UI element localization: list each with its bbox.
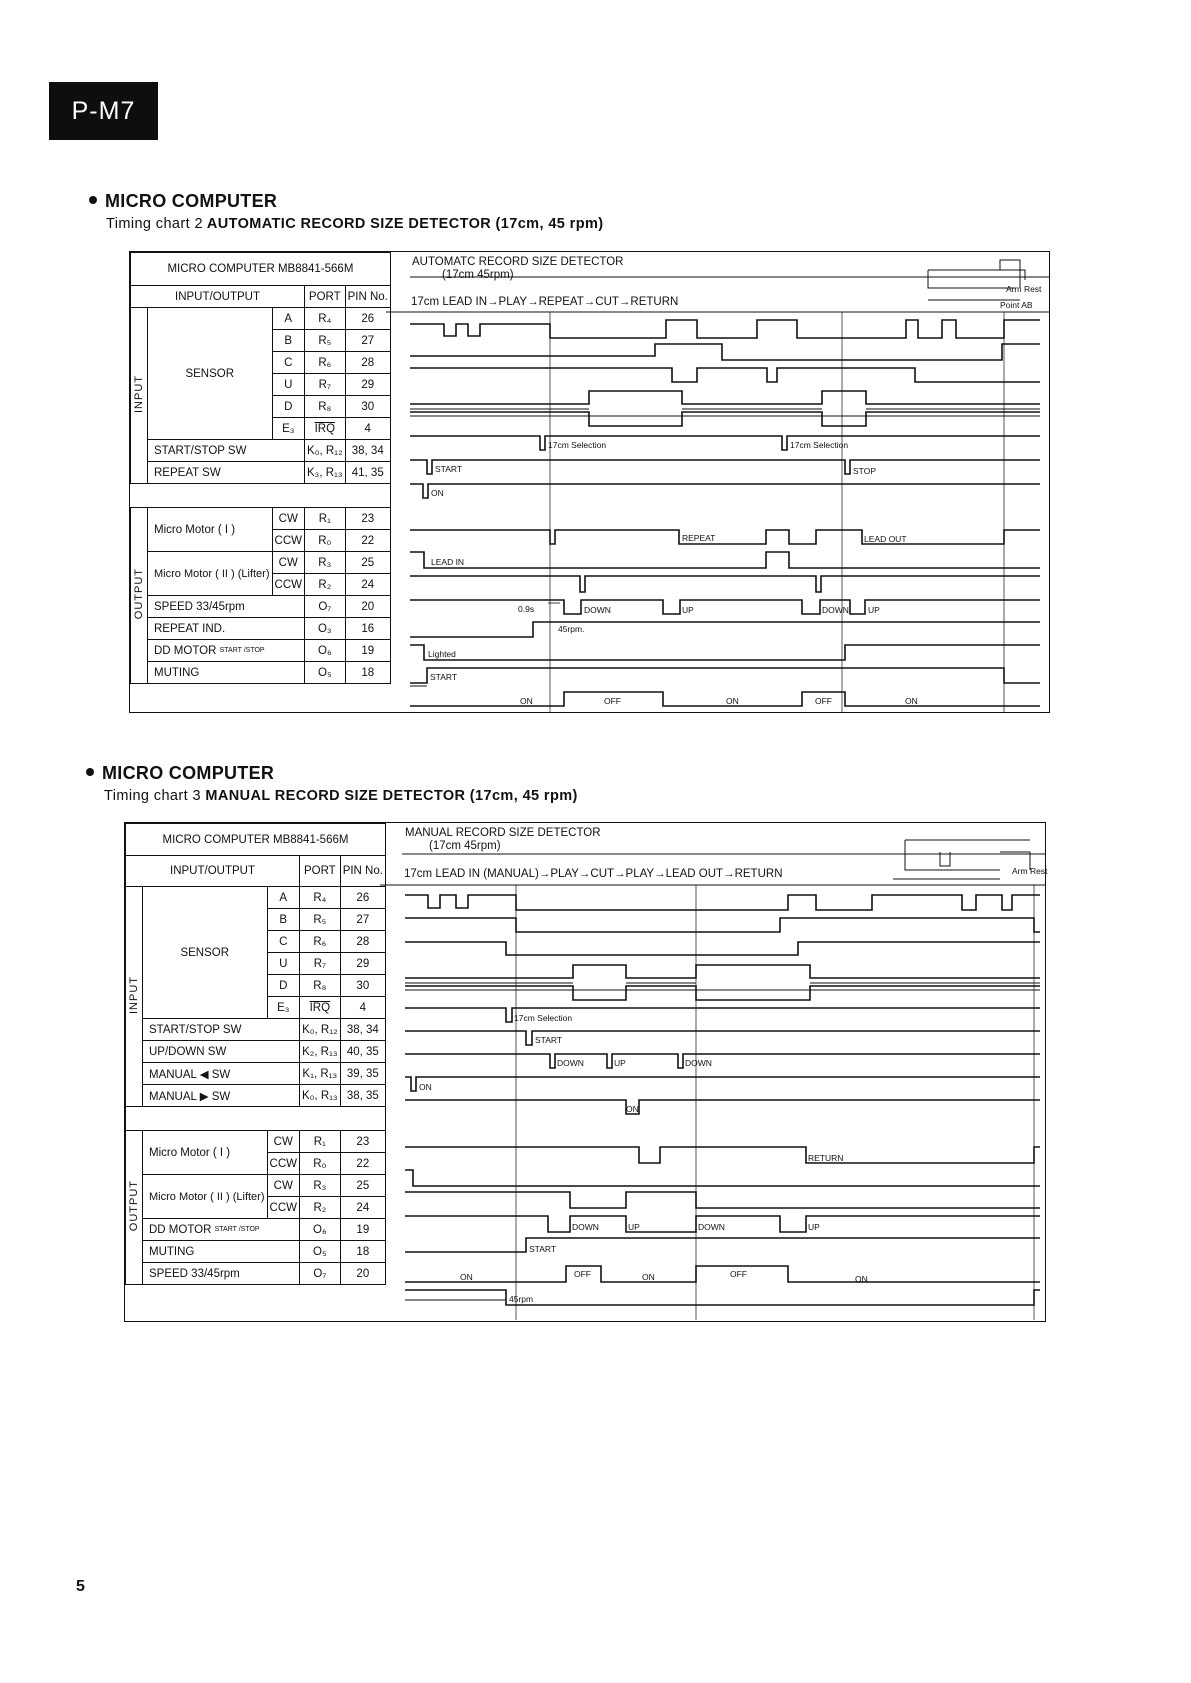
svg-text:17cm Selection: 17cm Selection	[790, 440, 849, 450]
svg-text:START: START	[430, 672, 458, 682]
chart3-wave-muting	[405, 1266, 1040, 1282]
svg-text:ON: ON	[460, 1272, 473, 1282]
svg-text:LEAD OUT: LEAD OUT	[864, 534, 907, 544]
svg-text:Lighted: Lighted	[428, 649, 456, 659]
svg-text:ON: ON	[520, 696, 533, 706]
chart2-io-table: MICRO COMPUTER MB8841-566M INPUT/OUTPUT PORT PIN No. INPUT SENSOR A R₄ 26 B R₅ 27 C R₆ 28 U R₇ 29 D R₈ 30 E₃ $\overline{IRQ}$ 4 START/STOP SW K₀, R₁₂ 38, 34 REPEAT SW K₃, R₁₃ 41, 35 OUTPUT Micro Motor ( I ) CW R₁ 23 CCW R₀ 22 Micro Motor ( II ) (Lifter) CW R₃ 25 CCW R₂ 24 SPEED 33/45rpm O₇ 20 REPEAT IND. O₃ 16 DD MOTOR START /STOP O₆ 19 MUTING O₅ 18	[130, 252, 391, 684]
svg-text:ON: ON	[431, 488, 444, 498]
svg-text:0.9s: 0.9s	[518, 604, 535, 614]
svg-text:STOP: STOP	[853, 466, 876, 476]
chart3-io-table: MICRO COMPUTER MB8841-566M INPUT/OUTPUT PORT PIN No. INPUT SENSOR A R₄ 26 B R₅ 27 C R₆ 28 U R₇ 29 D R₈ 30 E₃ $\overline{IRQ}$ 4 START/STOP SW K₀, R₁₂ 38, 34 UP/DOWN SW K₂, R₁₃ 40, 35 MANUAL ◀ SW K₁, R₁₃ 39, 35 MANUAL ▶ SW K₀, R₁₃ 38, 35 OUTPUT Micro Motor ( I ) CW R₁ 23 CCW R₀ 22 Micro Motor ( II ) (Lifter) CW R₃ 25 CCW R₂ 24 DD MOTOR START /STOP O₆ 19 MUTING O₅ 18 SPEED 33/45rpm O₇ 20	[125, 823, 386, 1285]
svg-text:START: START	[435, 464, 463, 474]
input-group-label: INPUT	[133, 375, 145, 413]
svg-text:START: START	[535, 1035, 563, 1045]
svg-text:ON: ON	[626, 1104, 639, 1114]
chart2-section-title: MICRO COMPUTER	[89, 191, 277, 212]
svg-text:45rpm.: 45rpm.	[558, 624, 585, 634]
chart3-wave-manual-rev	[405, 1077, 1040, 1091]
mcu-label: MICRO COMPUTER MB8841-566M	[131, 253, 391, 286]
svg-text:ON: ON	[419, 1082, 432, 1092]
svg-text:Point AB: Point AB	[1000, 300, 1033, 310]
chart3-wave-E3	[405, 1008, 1040, 1022]
svg-text:17cm Selection: 17cm Selection	[514, 1013, 573, 1023]
chart3-sequence: 17cm LEAD IN (MANUAL)→PLAY→CUT→PLAY→LEAD OUT→RETURN	[404, 868, 783, 880]
model-badge: P-M7	[49, 82, 158, 140]
svg-text:DOWN: DOWN	[822, 605, 849, 615]
chart3-wave-speed	[405, 1290, 1040, 1305]
chart3-wave-m1cw	[405, 1147, 1040, 1163]
chart3-wave-A	[405, 895, 1040, 910]
chart2-timing-title: AUTOMATC RECORD SIZE DETECTOR (17cm 45rpm)	[412, 256, 624, 281]
svg-text:Arm Rest: Arm Rest	[1006, 284, 1042, 294]
chart3-wave-D	[405, 986, 1040, 1000]
chart3-wave-C	[405, 942, 1040, 955]
svg-text:DOWN: DOWN	[557, 1058, 584, 1068]
svg-text:UP: UP	[808, 1222, 820, 1232]
chart3-timing-title: MANUAL RECORD SIZE DETECTOR (17cm 45rpm)	[405, 827, 601, 852]
output-group-label: OUTPUT	[128, 1180, 140, 1232]
svg-text:Arm Rest: Arm Rest	[1012, 866, 1048, 876]
svg-text:LEAD IN: LEAD IN	[431, 557, 465, 567]
svg-text:DOWN: DOWN	[685, 1058, 712, 1068]
svg-text:17cm Selection: 17cm Selection	[548, 440, 607, 450]
svg-text:OFF: OFF	[574, 1269, 591, 1279]
page-number: 5	[76, 1578, 85, 1595]
svg-text:START: START	[529, 1244, 557, 1254]
chart2-subtitle: Timing chart 2 AUTOMATIC RECORD SIZE DETECTOR (17cm, 45 rpm)	[106, 216, 604, 232]
svg-text:UP: UP	[682, 605, 694, 615]
svg-text:UP: UP	[868, 605, 880, 615]
chart3-wave-manual-fwd	[405, 1100, 1040, 1114]
svg-text:45rpm: 45rpm	[509, 1294, 534, 1304]
svg-text:DOWN: DOWN	[572, 1222, 599, 1232]
chart3-wave-m1ccw	[405, 1170, 1040, 1186]
svg-text:ON: ON	[642, 1272, 655, 1282]
input-group-label: INPUT	[128, 976, 140, 1014]
chart3-wave-U	[405, 965, 1040, 978]
svg-text:UP: UP	[614, 1058, 626, 1068]
svg-text:ON: ON	[726, 696, 739, 706]
svg-text:REPEAT: REPEAT	[682, 533, 716, 543]
svg-text:UP: UP	[628, 1222, 640, 1232]
svg-text:DOWN: DOWN	[698, 1222, 725, 1232]
svg-text:OFF: OFF	[815, 696, 832, 706]
svg-text:ON: ON	[905, 696, 918, 706]
mcu-label: MICRO COMPUTER MB8841-566M	[126, 824, 386, 856]
chart3-wave-updown	[405, 1054, 1040, 1068]
svg-text:OFF: OFF	[730, 1269, 747, 1279]
chart3-subtitle: Timing chart 3 MANUAL RECORD SIZE DETECTOR (17cm, 45 rpm)	[104, 788, 578, 804]
svg-text:DOWN: DOWN	[584, 605, 611, 615]
chart3-wave-B	[405, 918, 1040, 932]
chart3-wave-m2cw	[405, 1192, 1040, 1208]
chart3-section-title: MICRO COMPUTER	[86, 763, 274, 784]
chart3-wave-dd	[405, 1238, 1040, 1252]
svg-text:OFF: OFF	[604, 696, 621, 706]
chart2-sequence: 17cm LEAD IN→PLAY→REPEAT→CUT→RETURN	[411, 296, 679, 308]
chart3-wave-startstop	[405, 1031, 1040, 1045]
output-group-label: OUTPUT	[133, 568, 145, 620]
svg-text:ON: ON	[855, 1274, 868, 1284]
svg-text:RETURN: RETURN	[808, 1153, 844, 1163]
